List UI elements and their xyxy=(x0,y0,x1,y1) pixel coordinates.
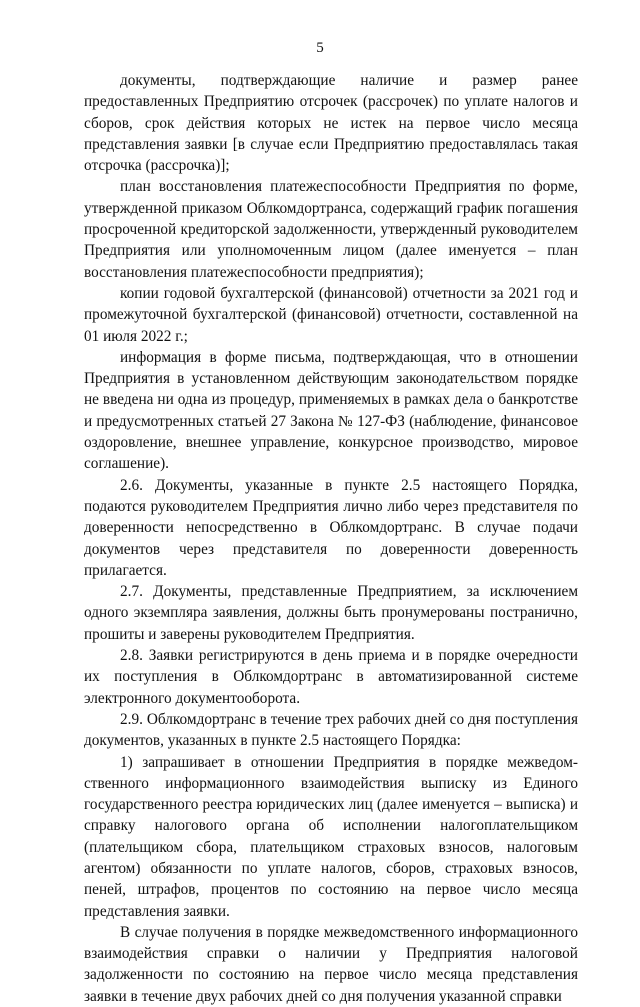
page-number: 5 xyxy=(316,40,324,56)
paragraph-solvency-plan: план восстановления платежеспособности Предприятия по форме, утвержденной приказом Облкомдортранса, содержащий график погашения просроченной кредиторской задолженности, утвержденный руководителем Предприятия или уполномоченным лицом (далее именуется – план восстановления платежеспособности предприятия); xyxy=(84,178,578,281)
paragraph-2-7: 2.7. Документы, представленные Предприятием, за исключением одного экземпляра заявления, должны быть пронумерованы постранично, прошиты и заверены руководителем Предприятия. xyxy=(84,583,578,643)
paragraph-2-9-item-1: 1) запрашивает в отношении Предприятия в порядке межведомственного информационного взаимодействия выписку из Единого государственного реестра юридических лиц (далее именуется – выписка) и справку налогового органа об исполнении налогоплательщиком (плательщиком сбора, плательщиком страховых взносов, налоговым агентом) обязанности по уплате налогов, сборов, страховых взносов, пеней, штрафов, процентов по состоянию на первое число месяца представления заявки. xyxy=(84,753,578,920)
paragraph-2-8: 2.8. Заявки регистрируются в день приема и в порядке очередности их поступления в Облкомдортранс в автоматизированной системе электронного документооборота. xyxy=(84,647,578,707)
paragraph-2-9: 2.9. Облкомдортранс в течение трех рабочих дней со дня поступления документов, указанных в пункте 2.5 настоящего Порядка: xyxy=(84,710,578,750)
paragraph-bankruptcy-letter: информация в форме письма, подтверждающая, что в отношении Предприятия в установленном действующим законодательством порядке не введена ни одна из процедур, применяемых в рамках дела о банкротстве и предусмотренных статьей 27 Закона № 127-ФЗ (наблюдение, финансовое оздоровление, внешнее управление, конкурсное производство, мировое соглашение). xyxy=(84,348,578,473)
paragraph-2-6: 2.6. Документы, указанные в пункте 2.5 настоящего Порядка, подаются руководителем Предприятия лично либо через представителя по доверенности непосредственно в Облкомдортранс. В случае подачи документов через представителя по доверенности доверенность прилагается. xyxy=(84,476,578,579)
paragraph-documents-deferral: документы, подтверждающие наличие и размер ранее предоставленных Предприятию отсрочек (рассрочек) по уплате налогов и сборов, срок действия которых не истек на первое число месяца представления заявки [в случае если Предприятию предоставлялась такая отсрочка (рассрочка)]; xyxy=(84,72,578,175)
paragraph-tax-debt: В случае получения в порядке межведомственного информационного взаимодействия справки о наличии у Предприятия налоговой задолженности по состоянию на первое число месяца представления заявки в течение двух рабочих дней со дня получения указанной справки xyxy=(84,923,578,1005)
document-body xyxy=(84,70,578,1007)
paragraph-financial-statements: копии годовой бухгалтерской (финансовой) отчетности за 2021 год и промежуточной бухгалтерской (финансовой) отчетности, составленной на 01 июля 2022 г.; xyxy=(84,284,578,345)
